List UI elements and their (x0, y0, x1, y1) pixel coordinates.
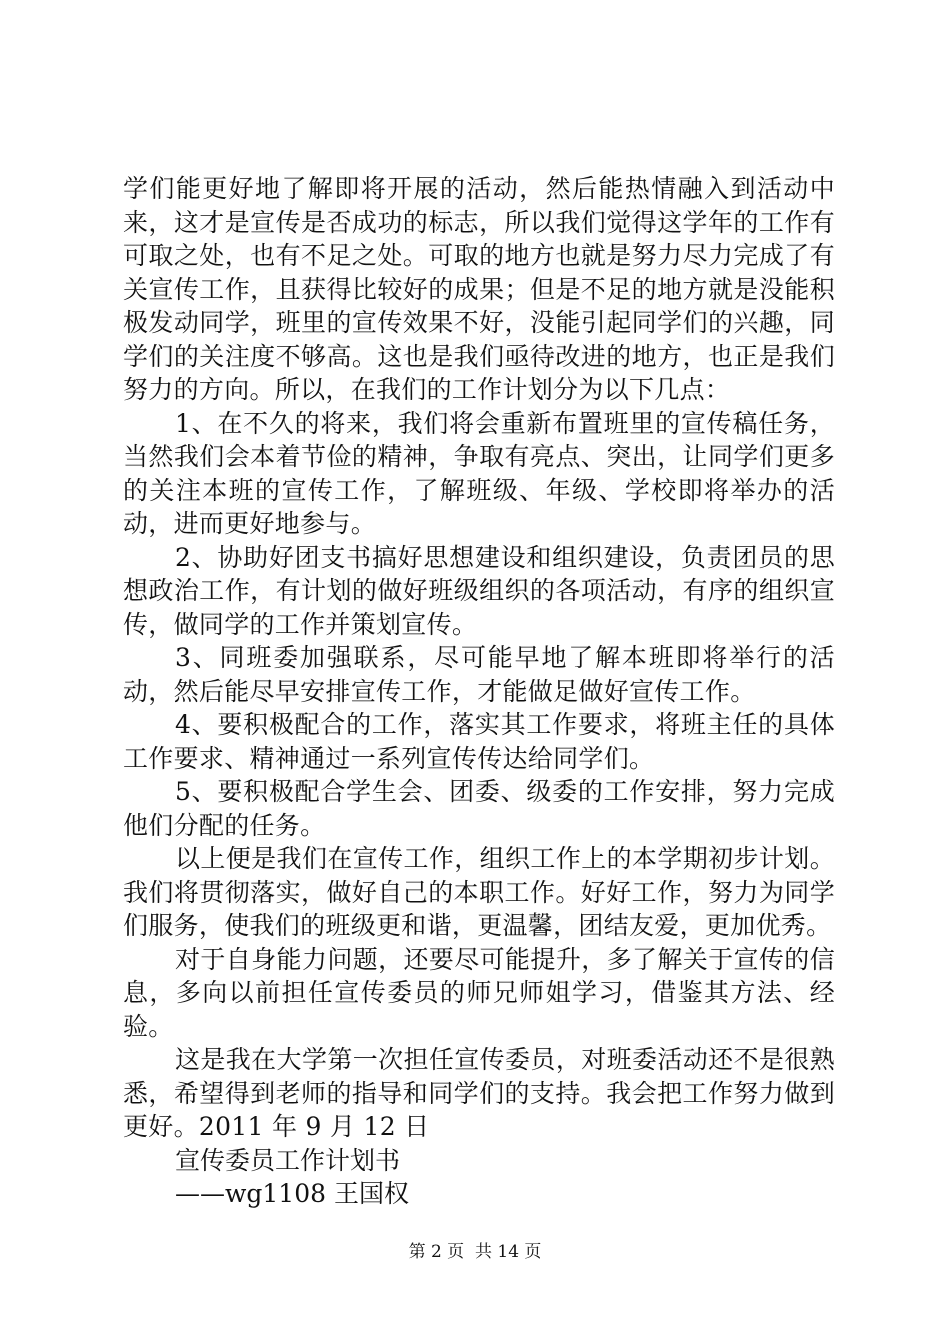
paragraph-intro: 学们能更好地了解即将开展的活动，然后能热情融入到活动中来，这才是宣传是否成功的标志，所以我们觉得这学年的工作有可取之处，也有不足之处。可取的地方也就是努力尽力完成了有关宣传工作，且获得比较好的成果；但是不足的地方就是没能积极发动同学，班里的宣传效果不好，没能引起同学们的兴趣，同学们的关注度不够高。这也是我们亟待改进的地方，也正是我们努力的方向。所以，在我们的工作计划分为以下几点： (123, 174, 835, 404)
paragraph-item-2: 2、协助好团支书搞好思想建设和组织建设，负责团员的思想政治工作，有计划的做好班级组织的各项活动，有序的组织宣传，做同学的工作并策划宣传。 (123, 542, 835, 639)
paragraph-item-3: 3、同班委加强联系，尽可能早地了解本班即将举行的活动，然后能尽早安排宣传工作，才能做足做好宣传工作。 (123, 643, 835, 706)
page-footer (0, 1241, 950, 1263)
paragraph-summary: 以上便是我们在宣传工作，组织工作上的本学期初步计划。我们将贯彻落实，做好自己的本职工作。好好工作，努力为同学们服务，使我们的班级更和谐，更温馨，团结友爱，更加优秀。 (123, 844, 835, 940)
paragraph-item-1: 1、在不久的将来，我们将会重新布置班里的宣传稿任务，当然我们会本着节俭的精神，争取有亮点、突出，让同学们更多的关注本班的宣传工作，了解班级、年级、学校即将举办的活动，进而更好地参与。 (123, 408, 835, 538)
paragraph-closing: 这是我在大学第一次担任宣传委员，对班委活动还不是很熟悉，希望得到老师的指导和同学们的支持。我会把工作努力做到更好。2011 年 9 月 12 日 (123, 1045, 835, 1141)
paragraph-item-5: 5、要积极配合学生会、团委、级委的工作安排，努力完成他们分配的任务。 (123, 777, 835, 840)
paragraph-self-improvement: 对于自身能力问题，还要尽可能提升，多了解关于宣传的信息，多向以前担任宣传委员的师兄师姐学习，借鉴其方法、经验。 (123, 944, 835, 1041)
signature-title: 宣传委员工作计划书 (175, 1145, 401, 1175)
signature-author: ——wg1108 王国权 (175, 1179, 409, 1208)
document-body (123, 172, 835, 1211)
page-number: 第 2 页 共 14 页 (408, 1242, 542, 1262)
paragraph-item-4: 4、要积极配合的工作，落实其工作要求，将班主任的具体工作要求、精神通过一系列宣传传达给同学们。 (123, 710, 835, 773)
